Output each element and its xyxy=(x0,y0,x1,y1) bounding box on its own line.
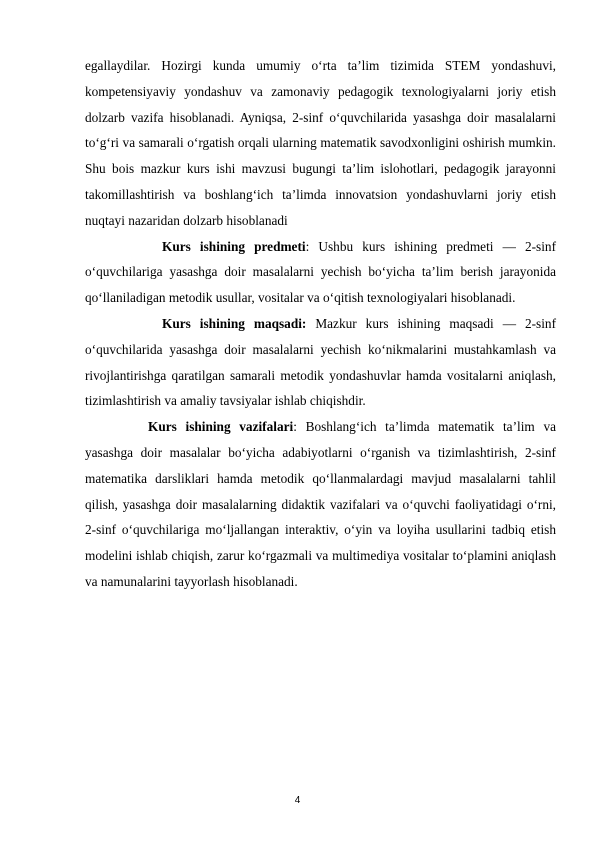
page-number: 4 xyxy=(294,795,301,806)
paragraph-relevance: egallaydilar. Hozirgi kunda umumiy o‘rta ta’lim tizimida STEM yondashuvi, kompetensiyaviy yondashuv va zamonaviy pedagogik texnologiyalarni joriy etish dolzarb vazifa hisoblanadi. Ayniqsa, 2-sinf o‘quvchilarida yasashga doir masalalarni to‘g‘ri va samarali o‘rgatish orqali ularning matematik savodxonligini oshirish mumkin. Shu bois mazkur kurs ishi mavzusi bugungi ta’lim islohotlari, pedagogik jarayonni takomillashtirish va boshlang‘ich ta’limda innovatsion yondashuvlarni joriy etish nuqtayi nazaridan dolzarb hisoblanadi xyxy=(85,58,556,228)
body-text xyxy=(85,53,556,595)
tasks-label: Kurs ishining vazifalari xyxy=(148,419,294,435)
paragraph-tasks xyxy=(85,414,556,595)
goal-text: Mazkur kurs ishining maqsadi — 2-sinf o‘quvchilarida yasashga doir masalalarni yechish ko‘nikmalarini mustahkamlash va rivojlantirishga qaratilgan samarali metodik yondashuvlar hamda vositalarni aniqlash, tizimlashtirish va amaliy tavsiyalar ishlab chiqishdir. xyxy=(85,315,556,409)
subject-text: : Ushbu kurs ishining predmeti — 2-sinf o‘quvchilariga yasashga doir masalalarni yechish bo‘yicha ta’lim berish jarayonida qo‘llaniladigan metodik usullar, vositalar va o‘qitish texnologiyalari hisoblanadi. xyxy=(85,238,556,306)
tasks-text: : Boshlang‘ich ta’limda matematik ta’lim va yasashga doir masalalar bo‘yicha adabiyotlarni o‘rganish va tizimlashtirish, 2-sinf matematika darsliklari hamda metodik qo‘llanmalardagi mavjud masalalarni tahlil qilish, yasashga doir masalalarning didaktik vazifalari va o‘quvchi faoliyatidagi o‘rni, 2-sinf o‘quvchilariga mo‘ljallangan interaktiv, o‘yin va loyiha usullarini tadbiq etish modelini ishlab chiqish, zarur ko‘rgazmali va multimediya vositalar to‘plamini aniqlash va namunalarini tayyorlash hisoblanadi. xyxy=(85,419,556,589)
paragraph-goal xyxy=(85,311,556,414)
goal-label: Kurs ishining maqsadi: xyxy=(162,315,307,331)
paragraph-subject xyxy=(85,234,556,311)
subject-label: Kurs ishining predmeti xyxy=(162,238,306,254)
